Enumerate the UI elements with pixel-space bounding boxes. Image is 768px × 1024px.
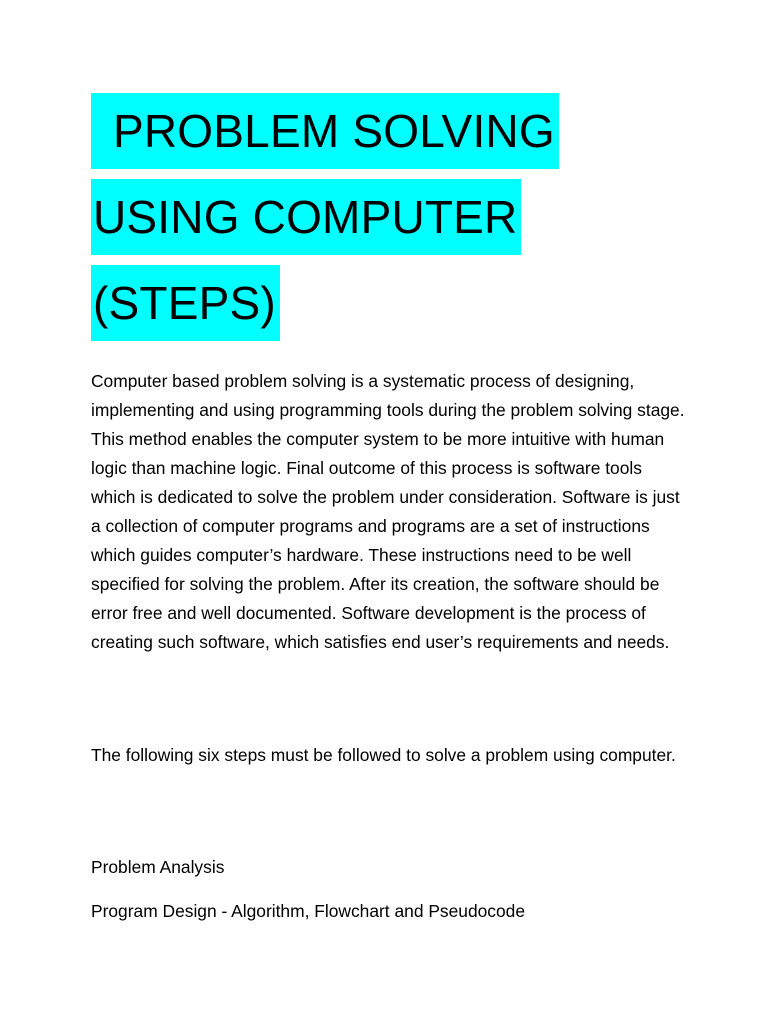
title-line-3-text: (STEPS) bbox=[91, 265, 280, 341]
title-line-1-text: PROBLEM SOLVING bbox=[91, 93, 559, 169]
title-line-3 bbox=[91, 265, 691, 351]
intro-paragraph: Computer based problem solving is a systematic process of designing, implementing and using programming tools during the problem solving stage. This method enables the computer system to be more intuitive with human logic than machine logic. Final outcome of this process is software tools which is dedicated to solve the problem under consideration. Software is just a collection of computer programs and programs are a set of instructions which guides computer’s hardware. These instructions need to be well specified for solving the problem. After its creation, the software should be error free and well documented. Software development is the process of creating such software, which satisfies end user’s requirements and needs. bbox=[91, 371, 685, 652]
step-program-design: Program Design - Algorithm, Flowchart and Pseudocode bbox=[91, 901, 526, 921]
title-line-2-text: USING COMPUTER bbox=[91, 179, 521, 255]
highlight-mark bbox=[107, 153, 113, 165]
title-line-2 bbox=[91, 179, 691, 265]
title-line-1 bbox=[91, 93, 691, 179]
document-title bbox=[91, 93, 691, 351]
steps-intro-paragraph: The following six steps must be followed to solve a problem using computer. bbox=[91, 745, 676, 765]
step-problem-analysis: Problem Analysis bbox=[91, 857, 225, 877]
